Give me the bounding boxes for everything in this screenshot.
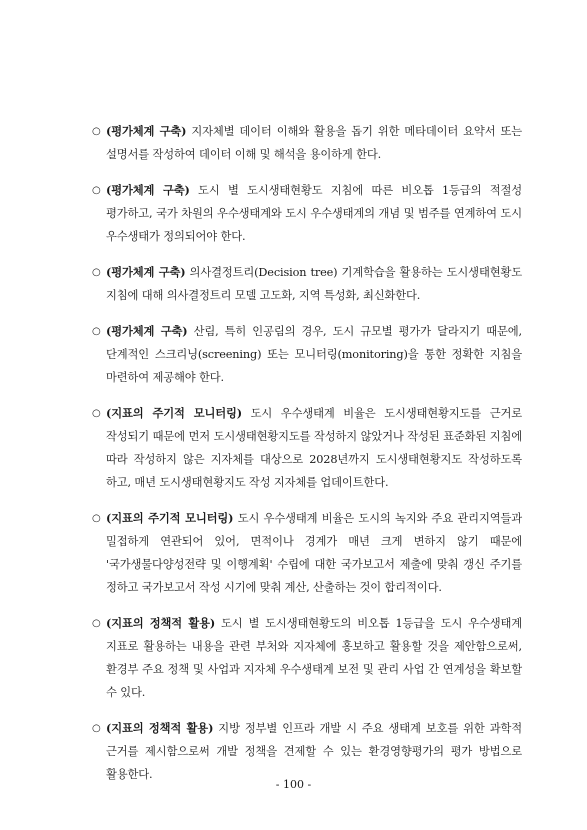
bullet-icon: ○ — [92, 408, 101, 419]
paragraph-text: 의사결정트리(Decision tree) 기계학습을 활용하는 도시생태현황도 지침에 대해 의사결정트리 모델 고도화, 지역 특성화, 최신화한다. — [106, 266, 522, 302]
page-number: - 100 - — [275, 778, 312, 791]
paragraph-7 — [92, 612, 522, 704]
bullet-icon: ○ — [92, 126, 101, 137]
paragraph-tag: (평가체계 구축) — [106, 324, 188, 338]
paragraph-tag: (지표의 주기적 모니터링) — [106, 511, 234, 525]
paragraph-text: 도시 우수생태계 비율은 도시의 녹지와 주요 관리지역들과 밀접하게 연관되어 있어, 면적이나 경계가 매년 크게 변하지 않기 때문에 '국가생물다양성전략 및 이행계획' 수립에 대한 국가보고서 제출에 맞춰 갱신 주기를 정하고 국가보고서 작성 시기에 맞춰 계산, 산출하는 것이 합리적이다. — [106, 512, 522, 594]
document-body — [92, 120, 522, 799]
paragraph-4 — [92, 320, 522, 389]
paragraph-tag: (평가체계 구축) — [106, 183, 190, 197]
paragraph-text: 산림, 특히 인공림의 경우, 도시 규모별 평가가 달라지기 때문에, 단계적인 스크리닝(screening) 또는 모니터링(monitoring)을 통한 정확한 지침을 마련하여 제공해야 한다. — [106, 325, 522, 384]
paragraph-1 — [92, 120, 522, 166]
paragraph-3 — [92, 261, 522, 307]
paragraph-5 — [92, 402, 522, 494]
paragraph-tag: (평가체계 구축) — [106, 265, 186, 279]
bullet-icon: ○ — [92, 723, 101, 734]
paragraph-text: 도시 별 도시생태현황도 지침에 따른 비오톱 1등급의 적절성 평가하고, 국가 차원의 우수생태계와 도시 우수생태계의 개념 및 범주를 연계하여 도시 우수생태가 정의되어야 한다. — [106, 184, 522, 243]
paragraph-text: 도시 우수생태계 비율은 도시생태현황지도를 근거로 작성되기 때문에 먼저 도시생태현황지도를 작성하지 않았거나 작성된 표준화된 지침에 따라 작성하지 않은 지자체를 대상으로 2028년까지 도시생태현황지도 작성하도록 하고, 매년 도시생태현황지도 작성 지자체를 업데이트한다. — [106, 407, 522, 489]
paragraph-text: 지방 정부별 인프라 개발 시 주요 생태계 보호를 위한 과학적 근거를 제시함으로써 개발 정책을 견제할 수 있는 환경영향평가의 평가 방법으로 활용한다. — [106, 722, 522, 781]
paragraph-tag: (평가체계 구축) — [106, 124, 187, 138]
bullet-icon: ○ — [92, 326, 101, 337]
bullet-icon: ○ — [92, 513, 101, 524]
paragraph-2 — [92, 179, 522, 248]
paragraph-tag: (지표의 정책적 활용) — [106, 721, 214, 735]
paragraph-6 — [92, 507, 522, 599]
paragraph-tag: (지표의 정책적 활용) — [106, 616, 216, 630]
paragraph-text: 도시 별 도시생태현황도의 비오톱 1등급을 도시 우수생태계 지표로 활용하는 내용을 관련 부처와 지자체에 홍보하고 활용할 것을 제안함으로써, 환경부 주요 정책 및 사업과 지자체 우수생태계 보전 및 관리 사업 간 연계성을 확보할 수 있다. — [106, 617, 522, 699]
bullet-icon: ○ — [92, 618, 101, 629]
bullet-icon: ○ — [92, 185, 101, 196]
bullet-icon: ○ — [92, 267, 101, 278]
paragraph-tag: (지표의 주기적 모니터링) — [106, 406, 242, 420]
paragraph-text: 지자체별 데이터 이해와 활용을 돕기 위한 메타데이터 요약서 또는 설명서를 작성하여 데이터 이해 및 해석을 용이하게 한다. — [106, 125, 522, 161]
paragraph-8 — [92, 717, 522, 786]
